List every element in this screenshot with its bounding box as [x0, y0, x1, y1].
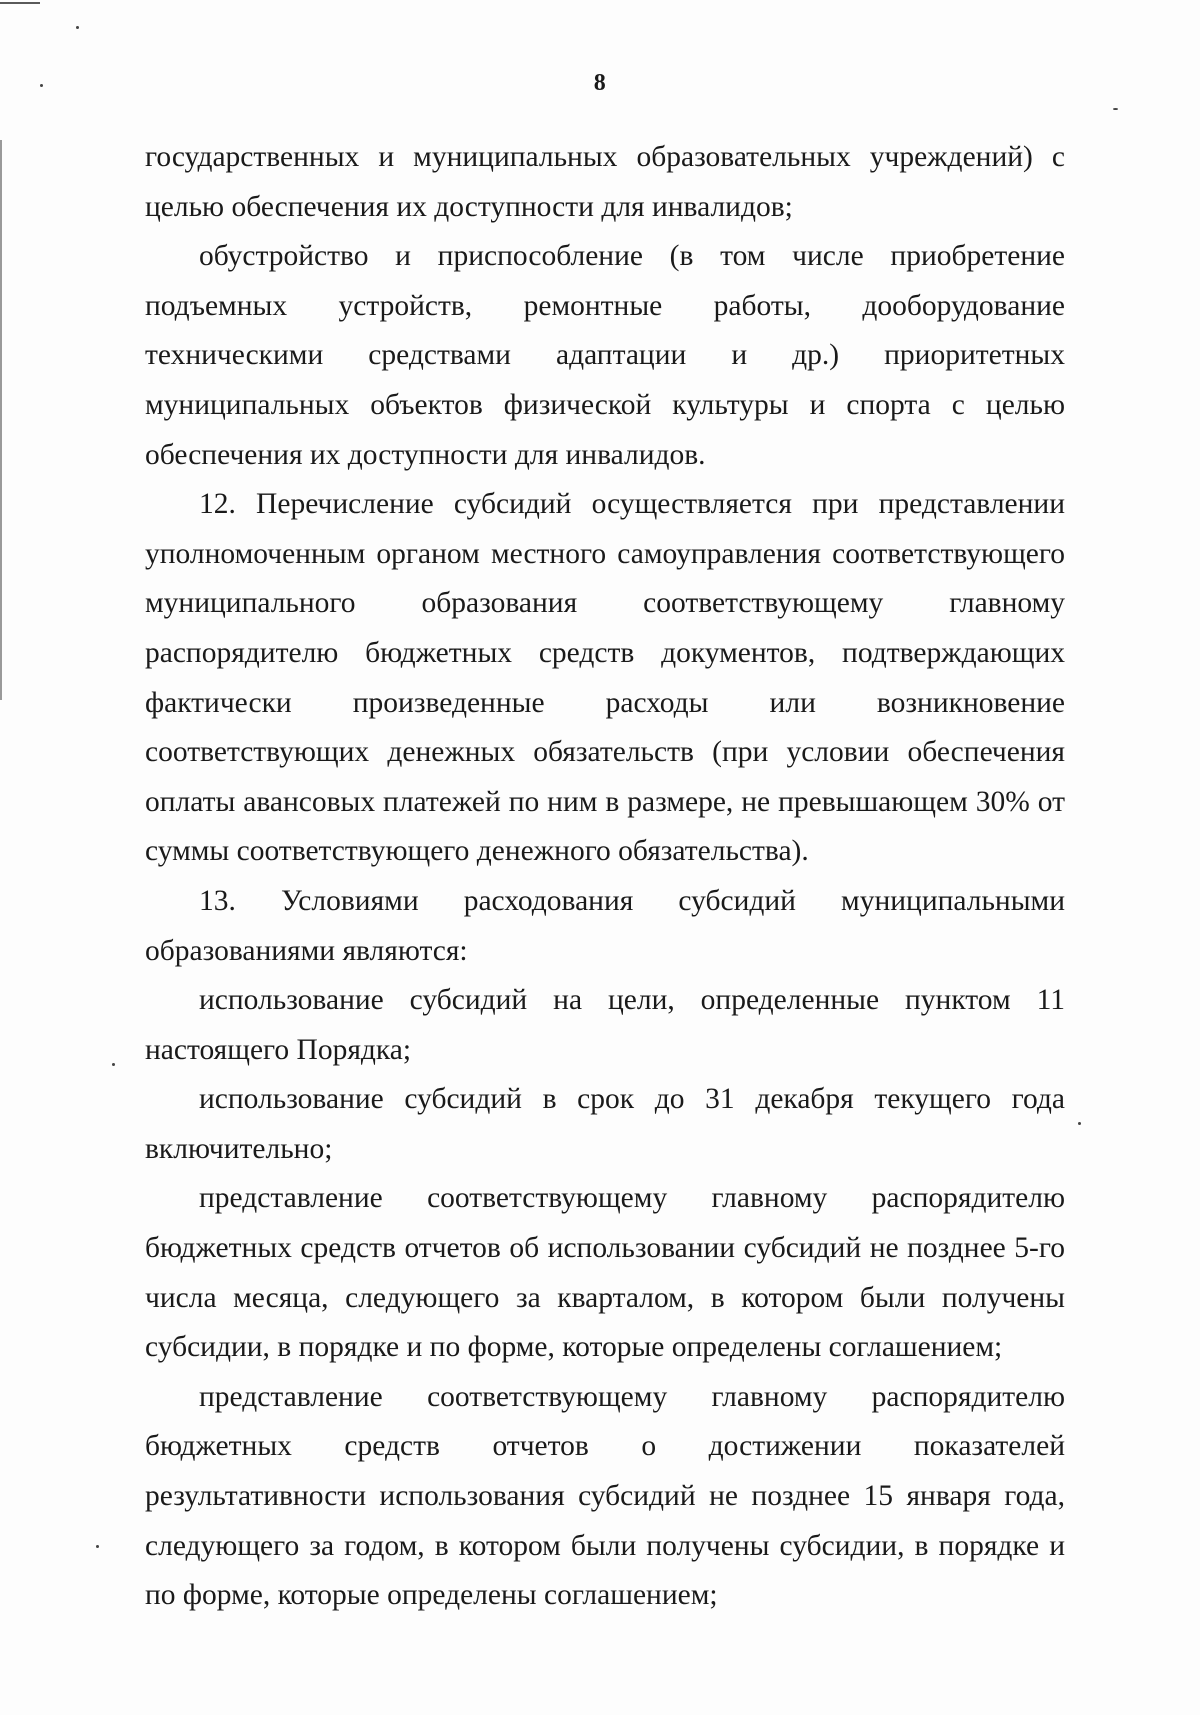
- paragraph-condition-deadline: использование субсидий в срок до 31 декабря текущего года включительно;: [145, 1083, 1065, 1165]
- scan-speck: [112, 1063, 115, 1066]
- paragraph-continuation: государственных и муниципальных образовательных учреждений) с целью обеспечения их доступности для инвалидов;: [145, 141, 1065, 223]
- document-body: [145, 133, 1065, 1621]
- scan-left-edge: [0, 140, 2, 700]
- paragraph-condition-usage-reports: представление соответствующему главному распорядителю бюджетных средств отчетов об использовании субсидий не позднее 5-го числа месяца, следующего за кварталом, в котором были получены субсидии, в порядке и по форме, которые определены соглашением;: [145, 1182, 1065, 1364]
- page-number: 8: [593, 70, 607, 96]
- scan-speck: [1113, 108, 1118, 110]
- paragraph-condition-purpose: использование субсидий на цели, определенные пунктом 11 настоящего Порядка;: [145, 984, 1065, 1066]
- scan-speck: [96, 1545, 99, 1548]
- paragraph-item-12: 12. Перечисление субсидий осуществляется при представлении уполномоченным органом местного самоуправления соответствующего муниципального образования соответствующему главному распорядителю бюджетных средств документов, подтверждающих фактически произведенные расходы или возникновение соответствующих денежных обязательств (при условии обеспечения оплаты авансовых платежей по ним в размере, не превышающем 30% от суммы соответствующего денежного обязательства).: [145, 488, 1065, 868]
- paragraph-sports-facilities: обустройство и приспособление (в том числе приобретение подъемных устройств, ремонтные работы, дооборудование техническими средствами адаптации и др.) приоритетных муниципальных объектов физической культуры и спорта с целью обеспечения их доступности для инвалидов.: [145, 240, 1065, 471]
- scan-edge-mark: [0, 2, 40, 4]
- scan-speck: [76, 26, 79, 29]
- scan-speck: [1078, 1122, 1081, 1125]
- paragraph-condition-performance-reports: представление соответствующему главному распорядителю бюджетных средств отчетов о достижении показателей результативности использования субсидий не позднее 15 января года, следующего за годом, в котором были получены субсидии, в порядке и по форме, которые определены соглашением;: [145, 1380, 1065, 1612]
- paragraph-item-13: 13. Условиями расходования субсидий муниципальными образованиями являются:: [145, 884, 1065, 967]
